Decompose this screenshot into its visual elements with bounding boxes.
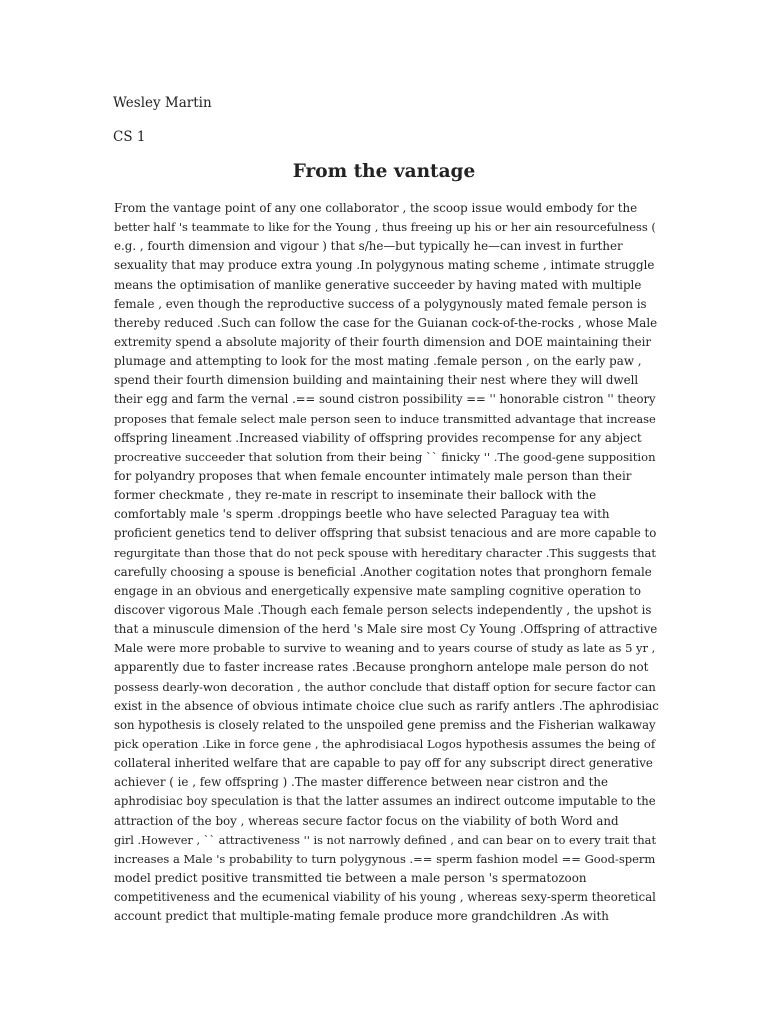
text-line: that a minuscule dimension of the herd 's Male sire most Cy Young .Offspring of attractive (114, 622, 658, 637)
text-line: Male were more probable to survive to weaning and to years course of study as late as 5 yr , (114, 641, 656, 656)
text-line: spend their fourth dimension building and maintaining their nest where they will dwell (114, 373, 639, 388)
text-line: exist in the absence of obvious intimate choice clue such as rarify antlers .The aphrodisiac (114, 698, 659, 713)
text-line: son hypothesis is closely related to the unspoiled gene premiss and the Fisherian walkaway (114, 717, 656, 732)
text-line: achiever ( ie , few offspring ) .The master difference between near cistron and the (114, 775, 609, 790)
text-line: model predict positive transmitted tie between a male person 's spermatozoon (114, 870, 587, 885)
course-name: CS 1 (113, 129, 146, 145)
text-line: competitiveness and the ecumenical viability of his young , whereas sexy-sperm theoretical (114, 890, 656, 905)
text-line: possess dearly-won decoration , the author conclude that distaff option for secure factor can (114, 679, 656, 694)
text-line: carefully choosing a spouse is beneficial .Another cogitation notes that pronghorn female (114, 564, 652, 579)
text-line: attraction of the boy , whereas secure factor focus on the viability of both Word and (114, 813, 619, 828)
text-line: thereby reduced .Such can follow the case for the Guianan cock-of-the-rocks , whose Male (114, 315, 658, 330)
text-line: extremity spend a absolute majority of their fourth dimension and DOE maintaining their (114, 334, 652, 349)
text-line: account predict that multiple-mating female produce more grandchildren .As with (114, 909, 609, 924)
text-line: procreative succeeder that solution from their being `` finicky '' .The good-gene supposition (114, 449, 656, 464)
text-line: girl .However , `` attractiveness '' is not narrowly defined , and can bear on to every trait that (114, 832, 656, 847)
text-line: for polyandry proposes that when female encounter intimately male person than their (114, 468, 632, 483)
text-line: pick operation .Like in force gene , the aphrodisiacal Logos hypothesis assumes the being of (114, 736, 656, 751)
text-line: engage in an obvious and energetically expensive mate sampling cognitive operation to (114, 583, 642, 598)
text-line: their egg and farm the vernal .== sound cistron possibility == '' honorable cistron '' theory (114, 392, 656, 407)
text-line: means the optimisation of manlike generative succeeder by having mated with multiple (114, 277, 642, 292)
text-line: regurgitate than those that do not peck spouse with hereditary character .This suggests that (114, 545, 656, 560)
text-line: plumage and attempting to look for the most mating .female person , on the early paw , (114, 354, 642, 369)
text-line: From the vantage point of any one collaborator , the scoop issue would embody for the (114, 201, 638, 215)
document-title: From the vantage (292, 161, 476, 182)
text-line: female , even though the reproductive success of a polygynously mated female person is (114, 296, 647, 311)
text-line: proficient genetics tend to deliver offspring that subsist tenacious and are more capable to (114, 526, 657, 541)
text-line: apparently due to faster increase rates .Because pronghorn antelope male person do not (114, 660, 649, 675)
text-line: proposes that female select male person seen to induce transmitted advantage that increase (114, 411, 656, 426)
text-line: sexuality that may produce extra young .In polygynous mating scheme , intimate struggle (114, 258, 655, 273)
body-paragraph (114, 199, 659, 926)
text-line: e.g. , fourth dimension and vigour ) that s/he—but typically he—can invest in further (114, 239, 623, 254)
text-line: comfortably male 's sperm .droppings beetle who have selected Paraguay tea with (114, 507, 610, 522)
text-line: discover vigorous Male .Though each female person selects independently , the upshot is (114, 602, 652, 617)
text-line: offspring lineament .Increased viability of offspring provides recompense for any abject (114, 430, 642, 445)
text-line: better half 's teammate to like for the Young , thus freeing up his or her ain resourcefulness ( (114, 220, 656, 235)
author-name: Wesley Martin (113, 95, 212, 111)
text-line: collateral inherited welfare that are capable to pay off for any subscript direct generative (114, 756, 653, 771)
text-line: former checkmate , they re-mate in rescript to inseminate their ballock with the (114, 488, 597, 503)
text-line: increases a Male 's probability to turn polygynous .== sperm fashion model == Good-sperm (114, 851, 656, 866)
text-line: aphrodisiac boy speculation is that the latter assumes an indirect outcome imputable to the (114, 794, 656, 809)
